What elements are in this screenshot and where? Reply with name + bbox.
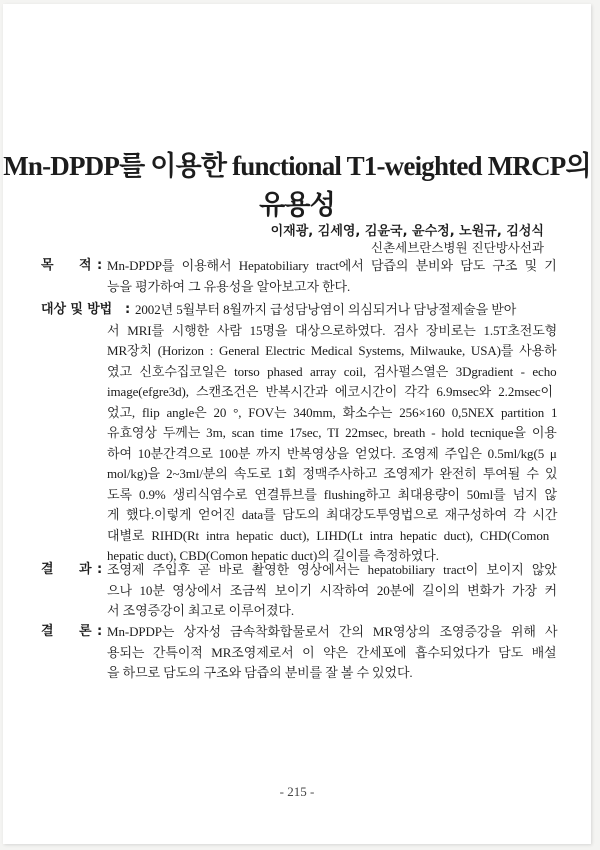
page-title: Mn-DPDP를 이용한 functional T1-weighted MRCP의 유용성 [3, 151, 591, 220]
text-line: mol/kg)을 2~3ml/분의 속도로 1회 정맥주사하고 조영제가 완전히 투여될 수 있 [107, 466, 558, 481]
affiliation: 신촌세브란스병원 진단방사선과 [370, 240, 544, 255]
section-body-results [107, 560, 557, 622]
heading-text: 대상 및 방법 [41, 302, 113, 317]
text-line: 용되는 간특이적 MR조영제로서 이 약은 간세포에 흡수되었다가 담도 배설 [107, 644, 557, 660]
heading-char: 적 [79, 258, 92, 273]
section-conclusion [41, 622, 557, 684]
section-heading-methods [41, 300, 121, 320]
heading-char: 과 [79, 562, 92, 577]
text-line: 대별로 RIHD(Rt intra hepatic duct), LIHD(Lt intra hepatic duct), CHD(Comon [107, 527, 550, 543]
heading-colon: : [97, 624, 103, 639]
section-body-methods-cont [107, 321, 557, 567]
text-line: 유효영상 두께는 3m, scan time 17sec, TI 22msec, breath - hold tecnique을 이용 [107, 425, 557, 440]
text-line: 게 했다.이렇게 얻어진 data를 담도의 최대강도투영법으로 재구성하여 각 시간 [107, 507, 558, 522]
text-line: MR장치 (Horizon : General Electric Medical Systems, Milwauke, USA)를 사용하 [107, 343, 557, 358]
text-line: Mn-DPDP는 상자성 금속착화합물로서 간의 MR영상의 조영증강을 위해 사 [107, 624, 558, 639]
text-line: 서 조영증강이 최고로 이루어졌다. [107, 603, 295, 618]
page [3, 4, 591, 844]
section-body-methods [135, 300, 557, 321]
text-line: 였고 신호수집코일은 torso phased array coil, 검사펄스열은 3Dgradient - echo [107, 363, 557, 379]
text-line: 을 하므로 담도의 구조와 담즙의 분비를 잘 볼 수 있었다. [107, 665, 413, 680]
text-line: 으나 10분 영상에서 조금씩 보이기 시작하여 20분에 길이의 변화가 가장 커 [107, 582, 557, 598]
text-line: image(efgre3d), 스캔조건은 반복시간과 에코시간이 각각 6.9msec와 2.2msec이 [107, 384, 553, 399]
heading-colon: : [97, 562, 103, 577]
text-line: 었고, flip angle은 20 °, FOV는 340mm, 화소수는 256×160 0,5NEX partition 1 [107, 404, 558, 420]
heading-char: 목 [41, 258, 54, 273]
section-heading-results [41, 560, 93, 580]
text-line: 서 MRI를 시행한 사람 15명을 대상으로하였다. 검사 장비로는 1.5T초전도형 [107, 322, 558, 338]
section-heading-purpose [41, 256, 93, 276]
section-body-conclusion [107, 622, 557, 684]
text-line: Mn-DPDP를 이용해서 Hepatobiliary tract에서 담즙의 분비와 담도 구조 및 기 [107, 258, 557, 273]
text-line: 능을 평가하여 그 유용성을 알아보고자 한다. [107, 278, 351, 294]
heading-colon: : [97, 258, 103, 273]
text-line: 조영제 주입후 곧 바로 촬영한 영상에서는 hepatobiliary tract이 보이지 않았 [107, 562, 557, 577]
text-line: 하여 10분간격으로 100분 까지 반복영상을 얻었다. 조영제 주입은 0.5ml/kg(5 μ [107, 445, 557, 461]
section-methods [41, 300, 557, 567]
heading-char: 결 [41, 624, 54, 639]
section-body-purpose [107, 256, 557, 297]
section-results [41, 560, 557, 622]
heading-char: 론 [79, 624, 92, 639]
text-line: hepatic duct), CBD(Comon hepatic duct)의 길이를 측정하였다. [107, 548, 439, 563]
authors: 이재광, 김세영, 김윤국, 윤수정, 노원규, 김성식 [270, 224, 544, 239]
section-purpose [41, 256, 557, 297]
section-heading-conclusion [41, 622, 93, 642]
text-line: 도록 0.9% 생리식염수로 연결튜브를 flushing하고 최대용량이 50ml를 넘지 않 [107, 486, 558, 502]
page-number: - 215 - [279, 784, 315, 799]
heading-char: 결 [41, 562, 54, 577]
text-line: 2002년 5월부터 8월까지 급성담낭염이 의심되거나 담낭절제술을 받아 [135, 302, 517, 317]
heading-colon: : [125, 302, 131, 317]
